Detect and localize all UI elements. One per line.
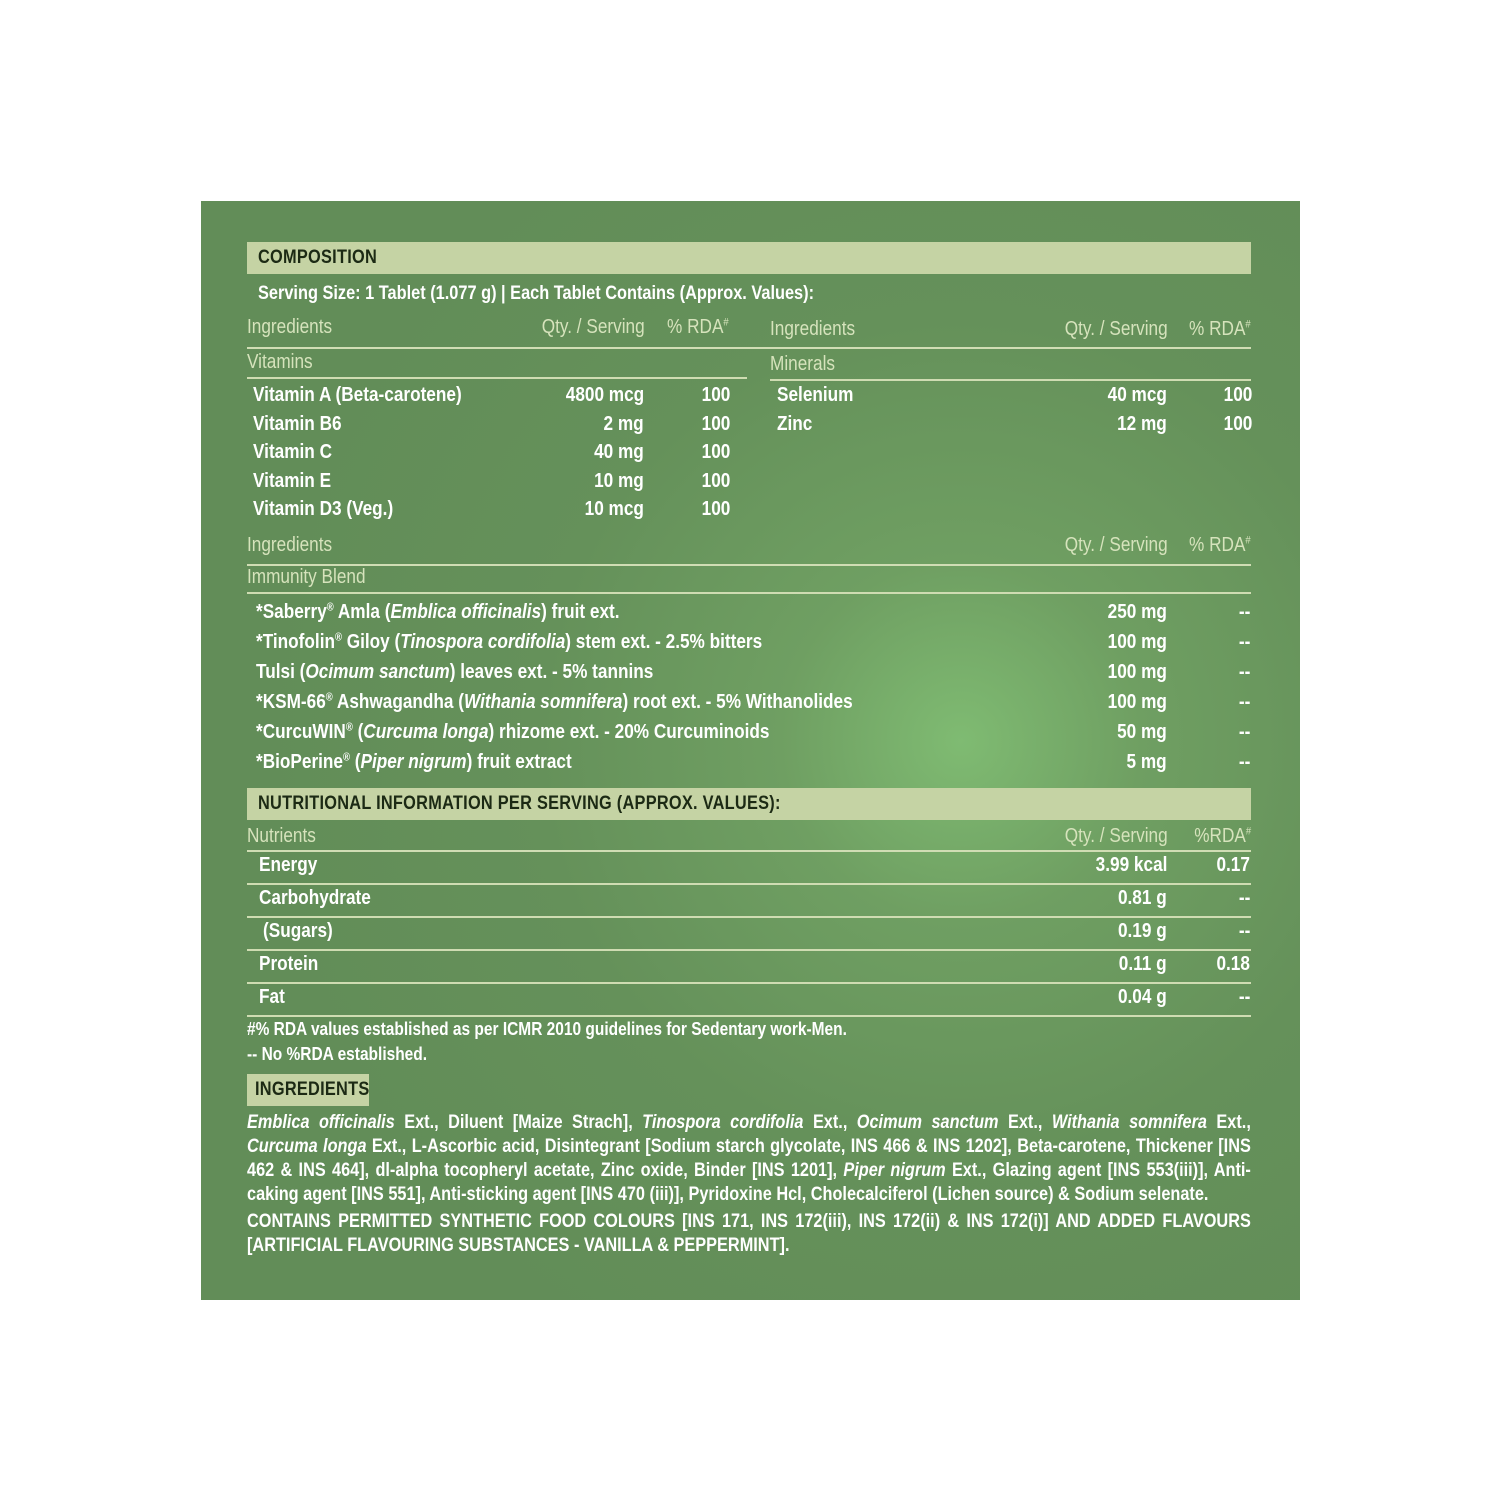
vitamin-rda: 100 [701,441,730,463]
blend-ingredient: *CurcuWIN® (Curcuma longa) rhizome ext. - 20% Curcuminoids [256,721,770,743]
blend-qty: 50 mg [1117,721,1167,743]
vitamin-qty: 10 mcg [584,498,644,520]
ingredients-paragraph: Emblica officinalis Ext., Diluent [Maize Strach], Tinospora cordifolia Ext., Ocimum sanctum Ext., Withania somnifera Ext., Curcuma longa Ext., L-Ascorbic acid, Disintegrant [Sodium starch glycolate, INS 466 & INS 1202], Beta-carotene, Thickener [INS 462 & INS 464], dl-alpha tocopheryl acetate, Zinc oxide, Binder [INS 1201], Piper nigrum Ext., Glazing agent [INS 553(iii)], Anti-caking agent [INS 551], Anti-sticking agent [INS 470 (iii)], Pyridoxine Hcl, Cholecalciferol (Lichen source) & Sodium selenate. [247,1112,1251,1205]
vitamin-name: Vitamin D3 (Veg.) [253,498,394,520]
mineral-rda: 100 [1223,413,1252,435]
vitamin-name: Vitamin A (Beta-carotene) [253,384,462,406]
nutrient-rda: 0.17 [1216,854,1250,876]
header-rda-blend: % RDA# [1189,534,1251,556]
vitamin-qty: 4800 mcg [565,384,644,406]
mineral-name: Zinc [777,413,813,435]
header-qty-right: Qty. / Serving [1065,318,1168,340]
vitamin-name: Vitamin E [253,470,332,492]
blend-qty: 100 mg [1107,661,1167,683]
header-ingredients-right: Ingredients [770,318,856,340]
nutrient-rule [247,916,1251,918]
nutrient-name: (Sugars) [263,920,333,942]
header-rda-left: % RDA# [667,316,729,338]
nutrient-rda: 0.18 [1216,953,1250,975]
nutrient-qty: 0.81 g [1118,887,1167,909]
header-qty-left: Qty. / Serving [542,316,645,338]
header-ingredients-left: Ingredients [247,316,333,338]
blend-qty: 100 mg [1107,631,1167,653]
nutrition-header-rule [247,850,1251,852]
header-ingredients-blend: Ingredients [247,534,333,556]
mineral-qty: 40 mcg [1107,384,1167,406]
blend-ingredient: *BioPerine® (Piper nigrum) fruit extract [256,751,572,773]
immunity-rule [247,592,1251,594]
nutrition-title: NUTRITIONAL INFORMATION PER SERVING (APPROX. VALUES): [258,793,781,814]
blend-ingredient: *KSM-66® Ashwagandha (Withania somnifera) root ext. - 5% Withanolides [256,691,853,713]
vitamin-rda: 100 [701,498,730,520]
header-rda-nutrition: %RDA# [1194,825,1251,847]
blend-ingredient: *Saberry® Amla (Emblica officinalis) fruit ext. [256,601,620,623]
vitamin-qty: 2 mg [603,413,644,435]
nutrient-qty: 0.19 g [1118,920,1167,942]
minerals-label: Minerals [770,353,835,375]
label-panel [201,201,1300,1300]
header-nutrients: Nutrients [247,825,316,847]
header-qty-nutrition: Qty. / Serving [1065,825,1168,847]
nutrient-name: Protein [259,953,319,975]
nutrient-rule [247,982,1251,984]
nutrient-rda: -- [1238,887,1250,909]
nutrient-rda: -- [1238,986,1250,1008]
ingredients-bar [247,1074,369,1106]
minerals-rule [770,379,1251,381]
colours-flavours-statement: CONTAINS PERMITTED SYNTHETIC FOOD COLOURS [INS 171, INS 172(iii), INS 172(ii) & INS 172(i)] AND ADDED FLAVOURS [ARTIFICIAL FLAVOURING SUBSTANCES - VANILLA & PEPPERMINT]. [247,1211,1251,1256]
nutrient-qty: 0.11 g [1119,953,1167,975]
blend-qty: 250 mg [1107,601,1167,623]
composition-bar [247,242,1251,274]
blend-rda: -- [1238,601,1250,623]
blend-qty: 5 mg [1126,751,1167,773]
blend-ingredient: Tulsi (Ocimum sanctum) leaves ext. - 5% tannins [256,661,654,683]
immunity-blend-label: Immunity Blend [247,566,366,588]
nutrient-name: Fat [259,986,285,1008]
blend-rda: -- [1238,661,1250,683]
nutrient-name: Energy [259,854,318,876]
blend-ingredient: *Tinofolin® Giloy (Tinospora cordifolia) stem ext. - 2.5% bitters [256,631,763,653]
blend-qty: 100 mg [1107,691,1167,713]
blend-header-rule [247,564,1251,566]
vitamin-name: Vitamin B6 [253,413,342,435]
vitamins-rule [247,377,747,379]
nutrition-bar [247,788,1251,820]
blend-rda: -- [1238,721,1250,743]
vitamins-label: Vitamins [247,351,313,373]
vitamin-qty: 10 mg [594,470,644,492]
nutrient-qty: 0.04 g [1118,986,1167,1008]
composition-title: COMPOSITION [258,247,378,268]
vitamin-rda: 100 [701,413,730,435]
header-rule [247,347,1251,349]
header-qty-blend: Qty. / Serving [1065,534,1168,556]
blend-rda: -- [1238,691,1250,713]
vitamin-qty: 40 mg [594,441,644,463]
no-rda-footnote: -- No %RDA established. [247,1044,428,1064]
nutrient-rule [247,949,1251,951]
vitamin-rda: 100 [701,384,730,406]
blend-rda: -- [1238,751,1250,773]
vitamin-rda: 100 [701,470,730,492]
mineral-qty: 12 mg [1117,413,1167,435]
nutrient-qty: 3.99 kcal [1095,854,1167,876]
mineral-name: Selenium [777,384,854,406]
mineral-rda: 100 [1223,384,1252,406]
vitamin-name: Vitamin C [253,441,333,463]
nutrient-rda: -- [1238,920,1250,942]
nutrient-rule [247,1015,1251,1017]
nutrient-name: Carbohydrate [259,887,371,909]
rda-footnote: #% RDA values established as per ICMR 2010 guidelines for Sedentary work-Men. [247,1019,847,1039]
serving-size: Serving Size: 1 Tablet (1.077 g) | Each Tablet Contains (Approx. Values): [258,283,815,304]
blend-rda: -- [1238,631,1250,653]
ingredients-title: INGREDIENTS [255,1079,370,1100]
nutrient-rule [247,883,1251,885]
header-rda-right: % RDA# [1189,318,1251,340]
